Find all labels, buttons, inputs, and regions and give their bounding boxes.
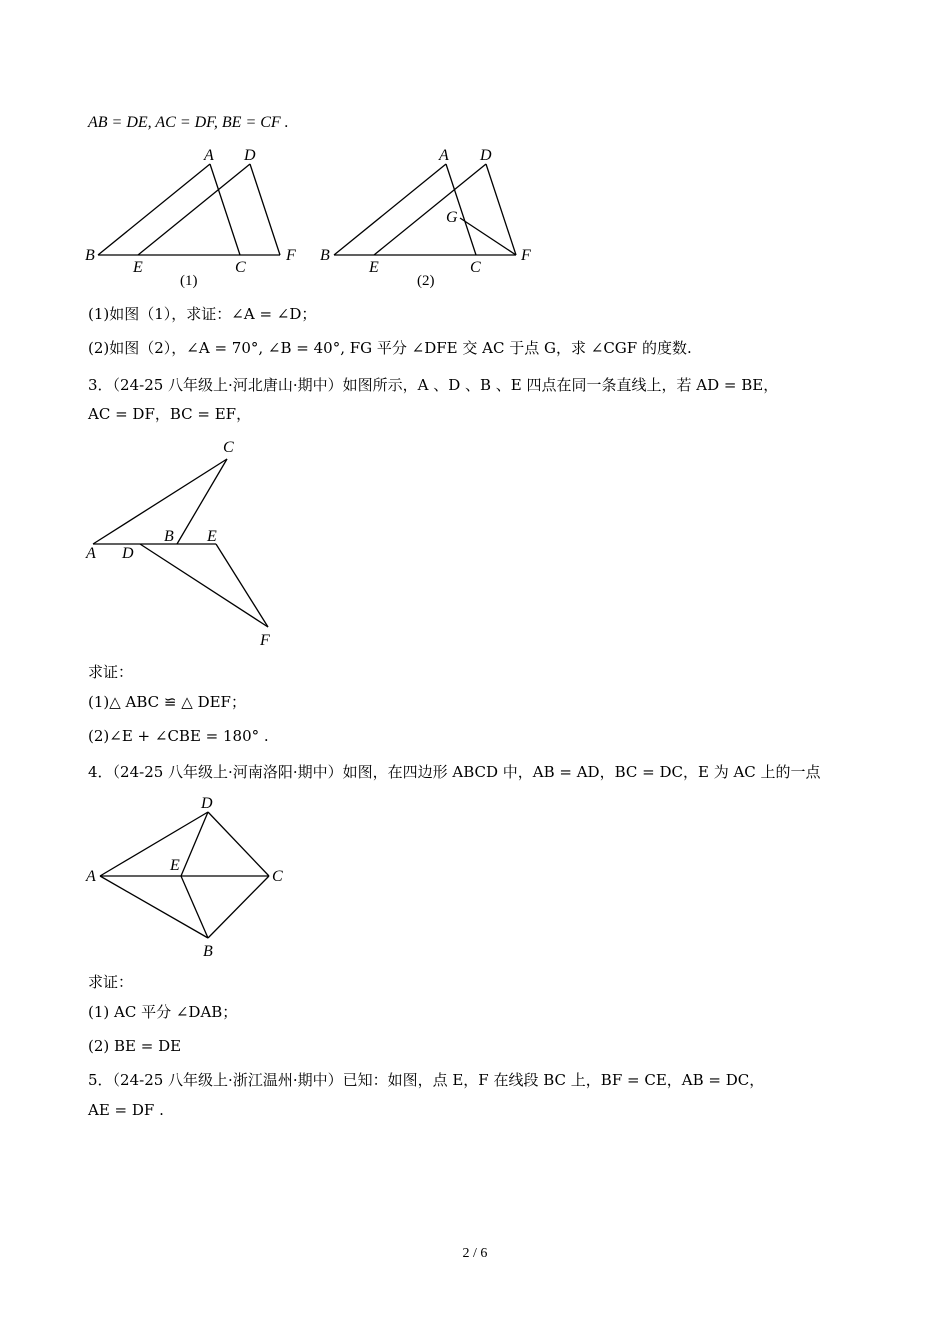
top-condition: AB = DE, AC = DF, BE = CF . bbox=[88, 114, 289, 131]
fig1-label-A: A bbox=[204, 147, 214, 164]
q4-part2: (2) BE = DE bbox=[88, 1037, 182, 1055]
fig4-label-B: B bbox=[203, 943, 213, 960]
fig4-label-A: A bbox=[86, 868, 96, 885]
fig3-label-E: E bbox=[207, 528, 217, 545]
question4-figure bbox=[80, 790, 300, 965]
question2-figures bbox=[80, 140, 550, 300]
q2-part1: (1)如图（1），求证：∠A = ∠D； bbox=[88, 305, 317, 323]
figure-2 bbox=[334, 164, 516, 255]
page-number: 2 / 6 bbox=[462, 1246, 488, 1261]
fig2-line-GF bbox=[460, 218, 516, 255]
q5-conditions: AE = DF . bbox=[88, 1101, 164, 1119]
fig2-label-C: C bbox=[470, 259, 481, 276]
figure-1 bbox=[98, 164, 280, 255]
fig2-label-B: B bbox=[320, 247, 330, 264]
fig3-label-D: D bbox=[122, 545, 134, 562]
fig3-label-C: C bbox=[223, 439, 234, 456]
fig1-label-C: C bbox=[235, 259, 246, 276]
q3-heading: 3．（24-25 八年级上·河北唐山·期中）如图所示，A 、D 、B 、E 四点在同一条直线上，若 AD = BE， bbox=[88, 376, 779, 394]
q3-part2: (2)∠E + ∠CBE = 180° . bbox=[88, 727, 269, 745]
fig3-line-DF bbox=[140, 544, 268, 627]
fig1-line-DF bbox=[250, 164, 280, 255]
fig4-line-EB bbox=[181, 876, 208, 938]
fig3-label-B: B bbox=[164, 528, 174, 545]
fig1-label-E: E bbox=[133, 259, 143, 276]
fig3-label-F: F bbox=[260, 632, 270, 649]
fig3-label-A: A bbox=[86, 545, 96, 562]
q4-prove: 求证： bbox=[88, 973, 134, 991]
fig4-line-ED bbox=[181, 812, 208, 876]
fig2-label-F: F bbox=[521, 247, 531, 264]
fig2-label-G: G bbox=[446, 209, 458, 226]
question3-figure bbox=[80, 432, 300, 652]
fig2-caption: (2) bbox=[417, 273, 435, 289]
fig4-line-AD bbox=[100, 812, 208, 876]
q3-prove: 求证： bbox=[88, 663, 134, 681]
fig1-label-F: F bbox=[286, 247, 296, 264]
q3-conditions: AC = DF，BC = EF， bbox=[88, 405, 252, 423]
fig2-label-D: D bbox=[480, 147, 492, 164]
fig2-label-A: A bbox=[439, 147, 449, 164]
q2-part2: (2)如图（2），∠A = 70°, ∠B = 40°, FG 平分 ∠DFE 交 AC 于点 G，求 ∠CGF 的度数. bbox=[88, 339, 692, 357]
q4-heading: 4．（24-25 八年级上·河南洛阳·期中）如图，在四边形 ABCD 中，AB = AD，BC = DC，E 为 AC 上的一点 bbox=[88, 763, 821, 781]
fig3-line-CB bbox=[177, 459, 227, 544]
fig4-line-DC bbox=[208, 812, 269, 876]
fig3-line-EF bbox=[216, 544, 268, 627]
fig4-line-AB bbox=[100, 876, 208, 938]
fig1-label-B: B bbox=[85, 247, 95, 264]
fig4-line-BC bbox=[208, 876, 269, 938]
q4-part1: (1) AC 平分 ∠DAB； bbox=[88, 1003, 238, 1021]
q5-heading: 5．（24-25 八年级上·浙江温州·期中）已知：如图，点 E，F 在线段 BC 上，BF = CE，AB = DC， bbox=[88, 1071, 765, 1089]
fig1-label-D: D bbox=[244, 147, 256, 164]
fig4-label-C: C bbox=[272, 868, 283, 885]
fig4-label-D: D bbox=[201, 795, 213, 812]
q3-part1: (1)△ ABC ≌ △ DEF； bbox=[88, 693, 246, 711]
fig4-label-E: E bbox=[170, 857, 180, 874]
fig1-caption: (1) bbox=[180, 273, 198, 289]
fig2-line-DF bbox=[486, 164, 516, 255]
fig1-line-AC bbox=[210, 164, 240, 255]
fig2-label-E: E bbox=[369, 259, 379, 276]
